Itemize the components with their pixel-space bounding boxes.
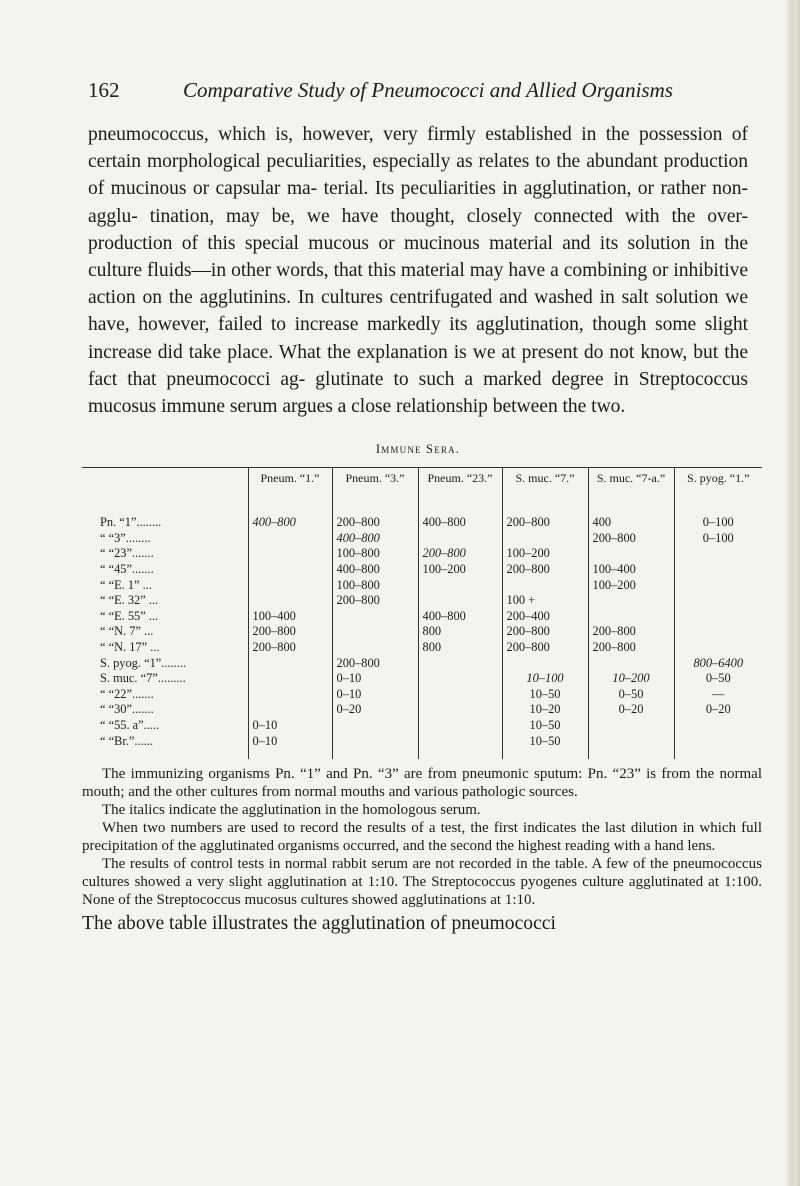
table-cell: 10–20 — [502, 702, 588, 718]
table-cell: 0–20 — [332, 702, 418, 718]
table-notes — [82, 765, 762, 909]
table-cell — [674, 734, 762, 760]
table-cell — [502, 656, 588, 672]
table-cell: 200–800 — [588, 531, 674, 547]
table-cell — [418, 734, 502, 760]
column-header: Pneum. “1.” — [248, 468, 332, 508]
row-label: “ “23”....... — [100, 546, 154, 561]
row-label: “ “N. 17” ... — [100, 639, 160, 654]
row-label: “ “3”........ — [100, 530, 151, 545]
table-cell: 200–800 — [588, 624, 674, 640]
table-cell — [248, 578, 332, 594]
table-cell — [502, 578, 588, 594]
table-cell: 400–800 — [418, 609, 502, 625]
table-cell — [418, 531, 502, 547]
table-cell — [588, 734, 674, 760]
note-paragraph: The immunizing organisms Pn. “1” and Pn. “3” are from pneumonic sputum: Pn. “23” is from the normal mouth; and the other cultures from normal mouths and various pathologic sources. — [82, 766, 762, 801]
table-cell: 400–800 — [332, 562, 418, 578]
table-row — [82, 671, 762, 687]
page-edge-shadow — [786, 0, 800, 1186]
table-cell — [588, 546, 674, 562]
table-cell: 200–800 — [332, 593, 418, 609]
table-cell: 0–10 — [248, 718, 332, 734]
table-cell — [248, 562, 332, 578]
body-paragraph: pneumococcus, which is, however, very firmly established in the possession of certain morphological peculiarities, especially as relates to the abundant production of mucinous or capsular ma- terial. Its peculiarities in agglutination, or rather non-agglu- tination, may be, we have thought, closely connected with the over-production of this special mucous or mucinous material and its solution in the culture fluids—in other words, that this material may have a combining or inhibitive action on the agglutinins. In cultures centrifugated and washed in salt solution we have, however, failed to increase markedly its agglutination, though some slight increase did take place. What the explanation is we at present do not know, but the fact that pneumococci ag- glutinate to such a marked degree in Streptococcus mucosus immune serum argues a close relationship between the two. — [88, 124, 748, 418]
table-row — [82, 734, 762, 760]
row-label: “ “55. a”..... — [100, 717, 160, 732]
table-cell: 10–200 — [588, 671, 674, 687]
table-cell: 10–50 — [502, 734, 588, 760]
table-cell — [418, 702, 502, 718]
page-number: 162 — [88, 78, 120, 102]
table-cell: 10–50 — [502, 687, 588, 703]
table-cell: 10–50 — [502, 718, 588, 734]
table-cell — [332, 718, 418, 734]
table-cell — [248, 702, 332, 718]
table-cell: 0–100 — [674, 531, 762, 547]
table-cell — [588, 656, 674, 672]
table-cell: 200–800 — [332, 507, 418, 531]
table-cell: 400 — [588, 507, 674, 531]
row-label: “ “E. 55” ... — [100, 608, 159, 623]
row-label: “ “N. 7” ... — [100, 624, 154, 639]
table-cell — [674, 624, 762, 640]
table-caption: Immune Sera. — [375, 442, 461, 457]
note-paragraph: The results of control tests in normal rabbit serum are not recorded in the table. A few of the pneumococcus cultures showed a very slight agglutination at 1:10. The Streptococcus pyogenes culture agglutinated at 1:100. None of the Streptococcus mucosus cultures showed agglutinations at 1:10. — [82, 856, 762, 909]
table-cell: 100–800 — [332, 578, 418, 594]
row-label: “ “30”....... — [100, 702, 154, 717]
book-page — [82, 78, 762, 935]
table-cell — [418, 671, 502, 687]
table-cell: 200–800 — [248, 624, 332, 640]
table-row — [82, 624, 762, 640]
table-cell: 200–800 — [248, 640, 332, 656]
table-cell: 0–50 — [674, 671, 762, 687]
table-cell: 400–800 — [332, 531, 418, 547]
table-cell — [248, 687, 332, 703]
table-cell: 100–200 — [418, 562, 502, 578]
table-cell — [418, 718, 502, 734]
column-header: S. muc. “7.” — [502, 468, 588, 508]
table-cell — [332, 640, 418, 656]
table-cell — [588, 609, 674, 625]
table-cell: 200–800 — [332, 656, 418, 672]
table-cell — [674, 578, 762, 594]
table-cell: 200–800 — [502, 562, 588, 578]
table-cell — [674, 562, 762, 578]
table-cell: 0–20 — [588, 702, 674, 718]
table-cell: 100–800 — [332, 546, 418, 562]
table-cell: 200–800 — [502, 624, 588, 640]
table-cell: — — [674, 687, 762, 703]
table-cell: 200–800 — [502, 507, 588, 531]
table-row — [82, 702, 762, 718]
table-row — [82, 640, 762, 656]
table-cell: 200–800 — [418, 546, 502, 562]
table-cell — [332, 609, 418, 625]
table-cell: 0–10 — [332, 671, 418, 687]
table-cell: 0–50 — [588, 687, 674, 703]
table-row — [82, 562, 762, 578]
row-label: S. pyog. “1”........ — [100, 655, 187, 670]
table-row — [82, 656, 762, 672]
table-cell: 0–100 — [674, 507, 762, 531]
row-label: Pn. “1”........ — [100, 515, 162, 530]
table-cell — [674, 718, 762, 734]
table-row — [82, 531, 762, 547]
table-cell — [674, 546, 762, 562]
note-paragraph: The italics indicate the agglutination in the homologous serum. — [102, 802, 481, 819]
row-label: “ “22”....... — [100, 686, 154, 701]
table-cell: 100–200 — [502, 546, 588, 562]
table-cell — [588, 718, 674, 734]
row-label: “ “Br.”...... — [100, 733, 153, 748]
row-label: “ “E. 32” ... — [100, 593, 159, 608]
table-cell — [418, 687, 502, 703]
table-cell: 400–800 — [248, 507, 332, 531]
column-header: Pneum. “23.” — [418, 468, 502, 508]
table-cell — [248, 531, 332, 547]
column-header: Pneum. “3.” — [332, 468, 418, 508]
table-cell — [418, 656, 502, 672]
table-cell: 800 — [418, 640, 502, 656]
table-cell — [674, 593, 762, 609]
column-header: S. muc. “7-a.” — [588, 468, 674, 508]
continuation-line: The above table illustrates the agglutination of pneumococci — [82, 913, 556, 935]
running-title: Comparative Study of Pneumococci and Allied Organisms — [183, 78, 673, 102]
table-cell — [332, 624, 418, 640]
table-row — [82, 593, 762, 609]
table-cell: 100–400 — [248, 609, 332, 625]
note-paragraph: When two numbers are used to record the results of a test, the first indicates the last dilution in which full precipitation of the agglutinated organisms occurred, and the second the highest reading with a hand lens. — [82, 820, 762, 855]
table-row — [82, 546, 762, 562]
table-cell: 800 — [418, 624, 502, 640]
row-label: S. muc. “7”......... — [100, 671, 186, 686]
table-cell: 200–800 — [588, 640, 674, 656]
table-cell: 200–400 — [502, 609, 588, 625]
table-cell — [248, 546, 332, 562]
table-cell: 0–20 — [674, 702, 762, 718]
table-cell — [418, 578, 502, 594]
table-cell — [332, 734, 418, 760]
row-label: “ “E. 1” ... — [100, 577, 152, 592]
column-header: S. pyog. “1.” — [674, 468, 762, 508]
table-cell — [248, 593, 332, 609]
table-cell — [248, 656, 332, 672]
table-cell: 100–400 — [588, 562, 674, 578]
table-row — [82, 687, 762, 703]
table-cell: 10–100 — [502, 671, 588, 687]
table-cell: 100–200 — [588, 578, 674, 594]
table-cell — [674, 640, 762, 656]
table-cell: 100 + — [502, 593, 588, 609]
table-header-stub — [82, 468, 248, 508]
table-cell: 0–10 — [248, 734, 332, 760]
table-row — [82, 507, 762, 531]
table-cell: 400–800 — [418, 507, 502, 531]
table-cell — [502, 531, 588, 547]
table-cell: 0–10 — [332, 687, 418, 703]
table-cell: 800–6400 — [674, 656, 762, 672]
page-header — [88, 78, 748, 103]
table-cell — [248, 671, 332, 687]
table-header-row — [82, 468, 762, 508]
agglutination-table — [82, 467, 762, 759]
table-cell: 200–800 — [502, 640, 588, 656]
table-row — [82, 609, 762, 625]
table-cell — [674, 609, 762, 625]
table-cell — [418, 593, 502, 609]
table-cell — [588, 593, 674, 609]
row-label: “ “45”....... — [100, 562, 154, 577]
table-row — [82, 718, 762, 734]
table-row — [82, 578, 762, 594]
